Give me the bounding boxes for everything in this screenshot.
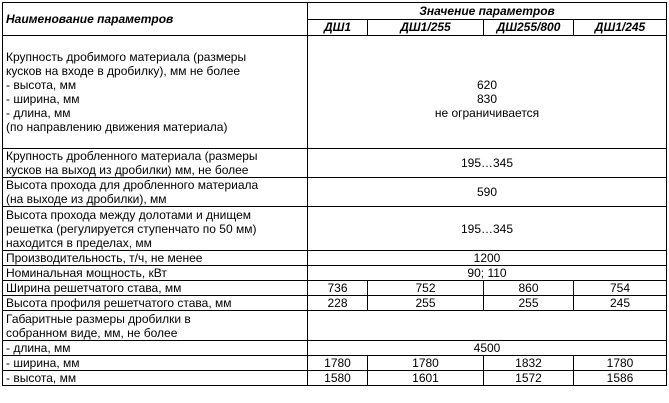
table-row [3, 296, 667, 311]
param-passage-height: Высота прохода для дробленного материала (на выходе из дробилки), мм [3, 178, 308, 207]
param-grate-width: Ширина решетчатого става, мм [3, 281, 308, 296]
param-feed-size: Крупность дробимого материала (размеры кусков на входе в дробилку), мм не более - высота, мм - ширина, мм - длина, мм (по направлению движения материала) [3, 36, 308, 149]
value-overall-width-3: 1832 [484, 356, 574, 371]
spec-table [2, 2, 667, 386]
value-overall-height-3: 1572 [484, 371, 574, 386]
value-capacity: 1200 [308, 251, 667, 266]
param-overall-length: - длина, мм [3, 341, 308, 356]
value-grate-width-4: 754 [574, 281, 667, 296]
value-overall-width-2: 1780 [368, 356, 484, 371]
table-row [3, 207, 667, 251]
value-grate-profile-1: 228 [308, 296, 368, 311]
param-overall-width: - ширина, мм [3, 356, 308, 371]
table-row [3, 281, 667, 296]
param-grate-profile: Высота профиля решетчатого става, мм [3, 296, 308, 311]
header-model-4: ДШ1/245 [574, 19, 667, 36]
value-passage-height: 590 [308, 178, 667, 207]
value-grate-profile-2: 255 [368, 296, 484, 311]
header-model-3: ДШ255/800 [484, 19, 574, 36]
table-row [3, 266, 667, 281]
value-grate-width-2: 752 [368, 281, 484, 296]
param-overall-dimensions: Габаритные размеры дробилки в собранном виде, мм, не более [3, 311, 308, 341]
value-overall-width-4: 1780 [574, 356, 667, 371]
param-capacity: Производительность, т/ч, не менее [3, 251, 308, 266]
param-overall-height: - высота, мм [3, 371, 308, 386]
header-param-values: Значение параметров [308, 3, 667, 20]
table-row [3, 149, 667, 178]
value-output-size: 195…345 [308, 149, 667, 178]
table-row [3, 356, 667, 371]
value-grate-gap: 195…345 [308, 207, 667, 251]
param-power: Номинальная мощность, кВт [3, 266, 308, 281]
table-row [3, 251, 667, 266]
value-overall-height-1: 1580 [308, 371, 368, 386]
table-row [3, 311, 667, 341]
value-overall-height-4: 1586 [574, 371, 667, 386]
value-grate-width-3: 860 [484, 281, 574, 296]
header-param-name: Наименование параметров [3, 3, 308, 36]
table-row [3, 371, 667, 386]
table-row [3, 341, 667, 356]
param-grate-gap: Высота прохода между долотами и днищем решетка (регулируется ступенчато по 50 мм) находится в пределах, мм [3, 207, 308, 251]
table-row [3, 178, 667, 207]
value-overall-width-1: 1780 [308, 356, 368, 371]
value-overall-length: 4500 [308, 341, 667, 356]
value-grate-profile-4: 245 [574, 296, 667, 311]
table-row [3, 36, 667, 149]
value-grate-profile-3: 255 [484, 296, 574, 311]
value-overall-dimensions [308, 311, 667, 341]
value-grate-width-1: 736 [308, 281, 368, 296]
value-overall-height-2: 1601 [368, 371, 484, 386]
param-output-size: Крупность дробленного материала (размеры кусков на выход из дробилки) мм, не более [3, 149, 308, 178]
value-feed-size: 620 830 не ограничивается [308, 36, 667, 149]
header-model-2: ДШ1/255 [368, 19, 484, 36]
header-model-1: ДШ1 [308, 19, 368, 36]
value-power: 90; 110 [308, 266, 667, 281]
